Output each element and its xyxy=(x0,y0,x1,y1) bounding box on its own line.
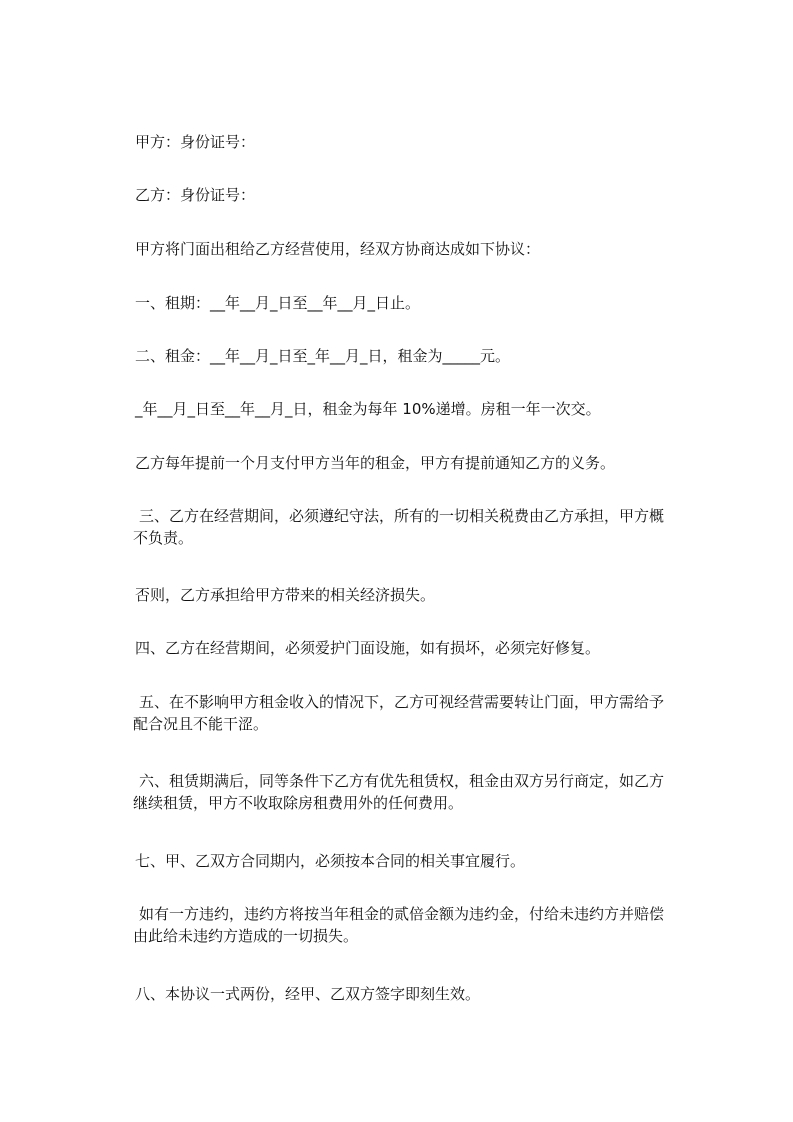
text-line: 六、租赁期满后，同等条件下乙方有优先租赁权，租金由双方另行商定，如乙方 xyxy=(139,772,665,790)
rent-payment-line xyxy=(135,452,700,474)
clause-2-rent xyxy=(135,345,700,367)
text-line: 八、本协议一式两份，经甲、乙双方签字即刻生效。 xyxy=(135,985,481,1003)
text-line: 三、乙方在经营期间，必须遵纪守法，所有的一切相关税费由乙方承担，甲方概 xyxy=(139,507,665,525)
text-line: 甲方将门面出租给乙方经营使用，经双方协商达成如下协议： xyxy=(135,240,541,258)
clause-6-renewal xyxy=(135,770,700,814)
text-line: 五、在不影响甲方租金收入的情况下，乙方可视经营需要转让门面，甲方需给予 xyxy=(139,693,665,711)
clause-8-effectiveness xyxy=(135,983,700,1005)
text-line: 四、乙方在经营期间，必须爱护门面设施，如有损坏，必须完好修复。 xyxy=(135,639,601,657)
text-line: 配合况且不能干涩。 xyxy=(133,715,269,733)
clause-5-transfer xyxy=(135,691,700,735)
text-line: 七、甲、乙双方合同期内，必须按本合同的相关事宜履行。 xyxy=(135,852,526,870)
text-line: 继续租赁，甲方不收取除房租费用外的任何费用。 xyxy=(133,794,464,812)
text-line: 甲方：身份证号： xyxy=(135,133,256,151)
breach-penalty xyxy=(135,903,700,947)
text-line: 不负责。 xyxy=(133,529,194,547)
text-line: 乙方每年提前一个月支付甲方当年的租金，甲方有提前通知乙方的义务。 xyxy=(135,454,616,472)
text-line: 二、租金：__年__月_日至_年__月_日，租金为_____元。 xyxy=(135,347,511,365)
clause-4-maintenance xyxy=(135,637,700,659)
text-line: 一、租期：__年__月_日至__年__月_日止。 xyxy=(135,294,421,312)
text-line: 如有一方违约，违约方将按当年租金的贰倍金额为违约金，付给未违约方并赔偿 xyxy=(139,905,665,923)
party-a-id-line xyxy=(135,131,700,153)
text-line: _年__月_日至__年__月_日，租金为每年 10%递增。房租一年一次交。 xyxy=(135,400,601,418)
text-line: 由此给未违约方造成的一切损失。 xyxy=(133,927,359,945)
clause-7-performance xyxy=(135,850,700,872)
clause-1-lease-term xyxy=(135,292,700,314)
liability-line xyxy=(135,584,700,606)
agreement-intro xyxy=(135,238,700,260)
text-line: 乙方：身份证号： xyxy=(135,186,256,204)
clause-3-compliance xyxy=(135,505,700,549)
text-line: 否则，乙方承担给甲方带来的相关经济损失。 xyxy=(135,586,436,604)
rent-increase-line xyxy=(135,398,700,420)
party-b-id-line xyxy=(135,184,700,206)
